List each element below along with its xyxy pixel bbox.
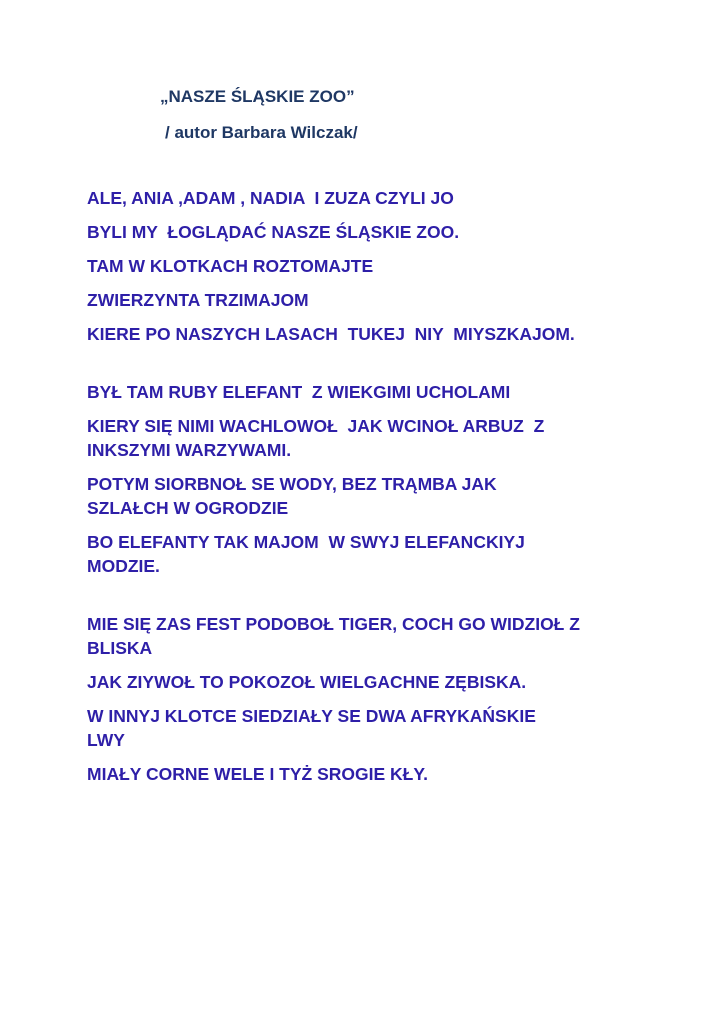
poem-line: INKSZYMI WARZYWAMI. bbox=[87, 440, 292, 460]
poem-title: „NASZE ŚLĄSKIE ZOO” bbox=[160, 87, 355, 106]
poem-line: W INNYJ KLOTCE SIEDZIAŁY SE DWA AFRYKAŃSKIE bbox=[87, 706, 536, 726]
poem-line: ZWIERZYNTA TRZIMAJOM bbox=[87, 290, 309, 310]
stanza-3 bbox=[87, 612, 687, 786]
poem-header bbox=[160, 86, 358, 144]
poem-line: BO ELEFANTY TAK MAJOM W SWYJ ELEFANCKIYJ bbox=[87, 532, 525, 552]
poem-line: JAK ZIYWOŁ TO POKOZOŁ WIELGACHNE ZĘBISKA. bbox=[87, 672, 527, 692]
poem-line: MODZIE. bbox=[87, 556, 160, 576]
poem-line: POTYM SIORBNOŁ SE WODY, BEZ TRĄMBA JAK bbox=[87, 474, 497, 494]
poem-body bbox=[87, 186, 687, 820]
poem-line: TAM W KLOTKACH ROZTOMAJTE bbox=[87, 256, 374, 276]
stanza-2 bbox=[87, 380, 687, 578]
stanza-1 bbox=[87, 186, 687, 346]
poem-line: KIERE PO NASZYCH LASACH TUKEJ NIY MIYSZKAJOM. bbox=[87, 324, 575, 344]
poem-line: KIERY SIĘ NIMI WACHLOWOŁ JAK WCINOŁ ARBUZ Z bbox=[87, 416, 545, 436]
poem-line: LWY bbox=[87, 730, 125, 750]
poem-line: MIAŁY CORNE WELE I TYŻ SROGIE KŁY. bbox=[87, 764, 428, 784]
poem-line: SZLAŁCH W OGRODZIE bbox=[87, 498, 289, 518]
poem-author: / autor Barbara Wilczak/ bbox=[165, 123, 358, 142]
poem-line: BYLI MY ŁOGLĄDAĆ NASZE ŚLĄSKIE ZOO. bbox=[87, 222, 460, 242]
poem-line: ALE, ANIA ,ADAM , NADIA I ZUZA CZYLI JO bbox=[87, 188, 454, 208]
poem-line: BYŁ TAM RUBY ELEFANT Z WIEKGIMI UCHOLAMI bbox=[87, 382, 511, 402]
poem-line: BLISKA bbox=[87, 638, 153, 658]
poem-line: MIE SIĘ ZAS FEST PODOBOŁ TIGER, COCH GO WIDZIOŁ Z bbox=[87, 614, 580, 634]
